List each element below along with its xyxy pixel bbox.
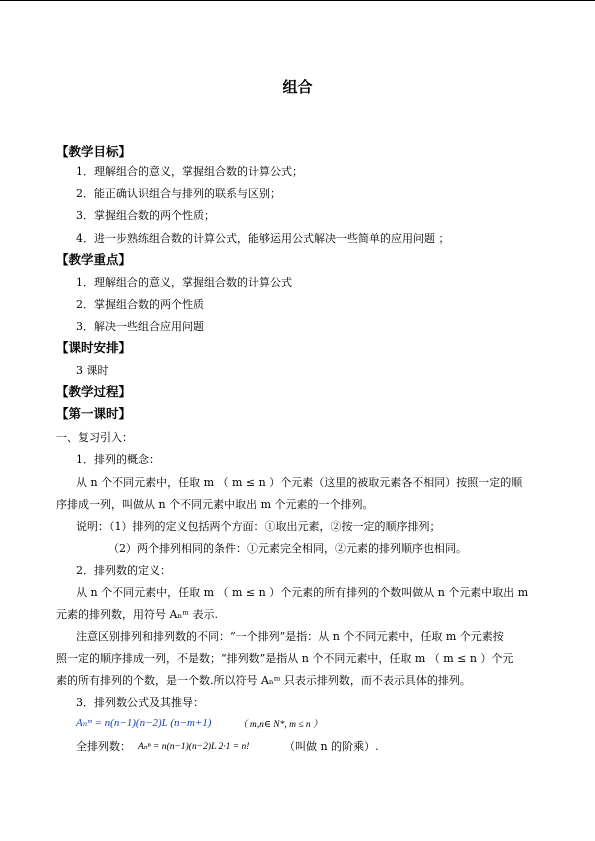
goal-item: 2．能正确认识组合与排列的联系与区别； xyxy=(76,187,281,200)
permutation-concept-text: 序排成一列，叫做从 n 个不同元素中取出 m 个元素的一个排列。 xyxy=(56,498,374,511)
goals-heading: 【教学目标】 xyxy=(56,144,132,159)
formula-title: 3．排列数公式及其推导： xyxy=(76,696,204,709)
page-top-rule xyxy=(0,0,595,1)
factorial-note: （叫做 n 的阶乘）. xyxy=(284,740,379,753)
full-permutation-formula: Aₙⁿ = n(n−1)(n−2)L 2·1 = n! xyxy=(138,742,250,752)
note-line: （2）两个排列相同的条件：①元素完全相同，②元素的排列顺序也相同。 xyxy=(108,542,467,555)
keypoints-heading: 【教学重点】 xyxy=(56,252,132,267)
lesson1-heading: 【第一课时】 xyxy=(56,406,132,421)
note-line: 说明：（1）排列的定义包括两个方面：①取出元素，②按一定的顺序排列； xyxy=(76,520,441,533)
permutation-concept-text: 从 n 个不同元素中，任取 m （ m ≤ n ）个元素（这里的被取元素各不相同）按照一定的顺 xyxy=(76,476,523,489)
permutation-formula: Aₙᵐ = n(n−1)(n−2)L (n−m+1) xyxy=(76,717,212,729)
schedule-text: 3 课时 xyxy=(76,364,109,377)
keypoint-item: 3．解决一些组合应用问题 xyxy=(76,320,204,333)
process-heading: 【教学过程】 xyxy=(56,384,132,399)
keypoint-item: 1．理解组合的意义，掌握组合数的计算公式 xyxy=(76,276,292,289)
goal-item: 3．掌握组合数的两个性质； xyxy=(76,209,215,222)
goal-item: 4．进一步熟练组合数的计算公式，能够运用公式解决一些简单的应用问题 ； xyxy=(76,232,450,245)
distinction-text: 照一定的顺序排成一列，不是数；“排列数”是指从 n 个不同元素中，任取 m （ m ≤ n ）个元 xyxy=(56,652,514,665)
permutation-number-text: 从 n 个不同元素中，任取 m （ m ≤ n ）个元素的所有排列的个数叫做从 n 个元素中取出 m xyxy=(76,586,529,599)
schedule-heading: 【课时安排】 xyxy=(56,340,132,355)
goal-item: 1．理解组合的意义，掌握组合数的计算公式； xyxy=(76,165,303,178)
permutation-number-text: 元素的排列数，用符号 Aₙᵐ 表示. xyxy=(56,608,218,621)
formula-condition: （ m,n∈ N*, m ≤ n ） xyxy=(238,720,323,730)
review-title: 一、复习引入： xyxy=(56,431,133,444)
permutation-concept-title: 1．排列的概念： xyxy=(76,453,160,466)
keypoint-item: 2．掌握组合数的两个性质 xyxy=(76,298,204,311)
permutation-number-title: 2．排列数的定义： xyxy=(76,564,171,577)
full-permutation-label: 全排列数： xyxy=(76,740,131,753)
distinction-text: 素的所有排列的个数，是一个数.所以符号 Aₙᵐ 只表示排列数，而不表示具体的排列。 xyxy=(56,674,471,687)
distinction-text: 注意区别排列和排列数的不同：“一个排列”是指：从 n 个不同元素中，任取 m 个元素按 xyxy=(76,630,504,643)
page-title: 组合 xyxy=(282,78,313,96)
